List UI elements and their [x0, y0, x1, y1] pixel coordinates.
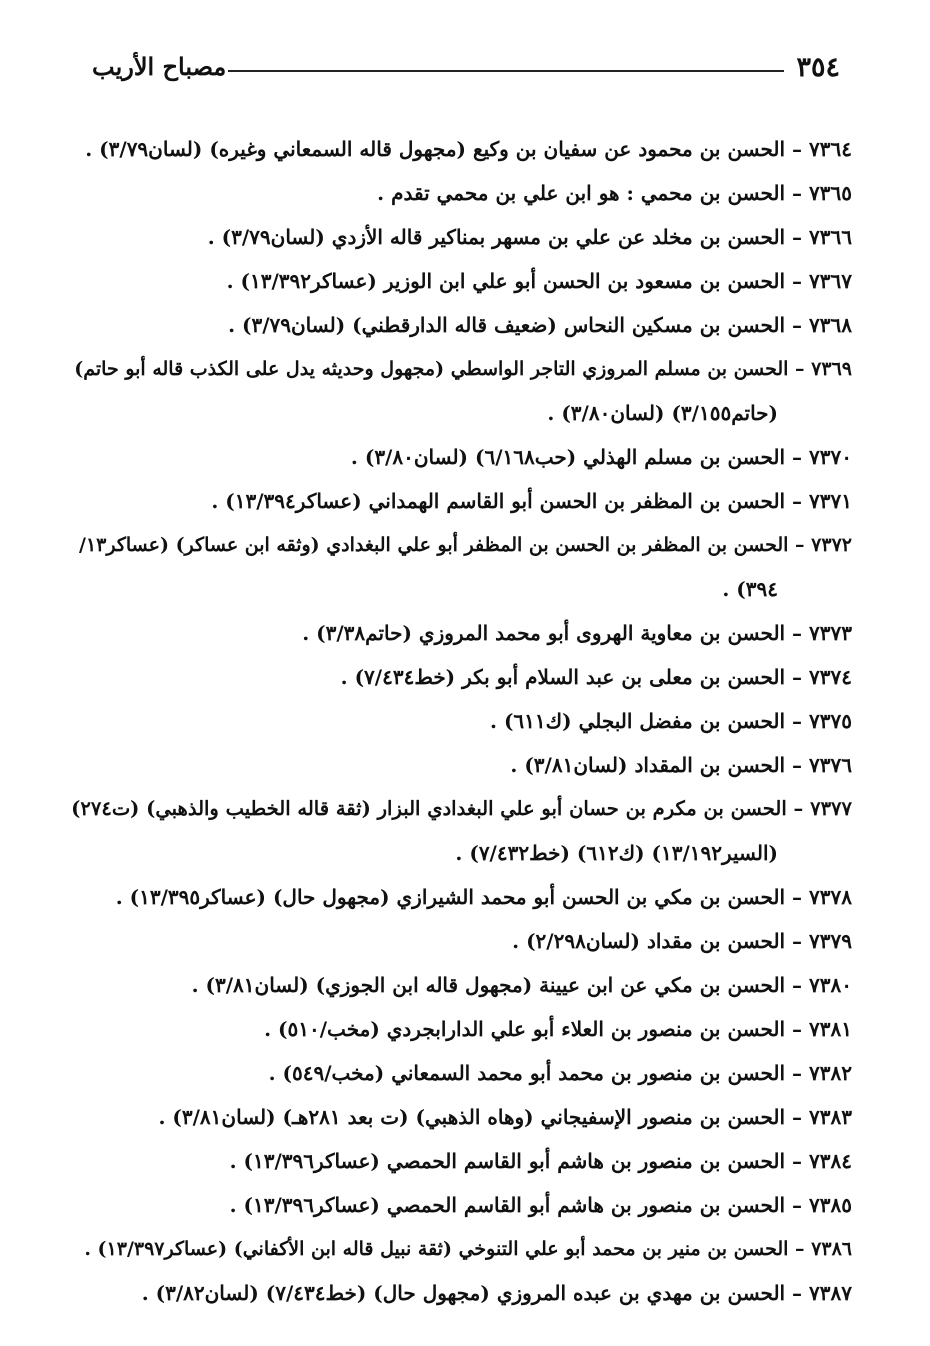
entry-text: الحسن بن المظفر بن الحسن أبو القاسم الهمداني (عساكر١٣/٣٩٤) . [211, 489, 786, 513]
entry-number: ٧٣٨٠ [809, 973, 852, 997]
entry-number: ٧٣٧٧ [810, 797, 852, 820]
entry-number: ٧٣٧٨ [809, 885, 852, 909]
entry-text: الحسن بن منير بن محمد أبو علي التنوخي (ثقة نبيل قاله ابن الأكفاني) (عساكر١٣/٣٩٧) . [84, 1238, 789, 1260]
entry-text: الحسن بن مهدي بن عبده المروزي (مجهول حال) (خط٧/٤٣٤) (لسان٣/٨٢) . [141, 1281, 786, 1305]
entry-number: ٧٣٨٢ [809, 1061, 852, 1085]
entry: ٧٣٦٤ – الحسن بن محمود عن سفيان بن وكيع (مجهول قاله السمعاني وغيره) (لسان٣/٧٩) . [85, 137, 852, 161]
entry-text: الحسن بن مقداد (لسان٢/٢٩٨) . [512, 929, 786, 953]
entry-text: الحسن بن مكرم بن حسان أبو علي البغدادي البزار (ثقة قاله الخطيب والذهبي) (ت٢٧٤) [71, 797, 787, 820]
entry: ٧٣٧٣ – الحسن بن معاوية الهروى أبو محمد المروزي (حاتم٣/٣٨) . [302, 621, 852, 645]
entry-text: الحسن بن معاوية الهروى أبو محمد المروزي (حاتم٣/٣٨) . [302, 621, 786, 645]
entry-text: الحسن بن محمي : هو ابن علي بن محمي تقدم . [377, 181, 786, 205]
entry-text: الحسن بن المقداد (لسان٣/٨١) . [510, 753, 786, 777]
entry-text: الحسن بن المظفر بن الحسن بن المظفر أبو علي البغدادي (وثقه ابن عساكر) (عساكر١٣/ [78, 534, 789, 556]
entry-text: الحسن بن مخلد عن علي بن مسهر بمناكير قاله الأزدي (لسان٣/٧٩) . [207, 225, 786, 249]
entry-number: ٧٣٦٩ [811, 358, 852, 380]
entry: ٧٣٨٤ – الحسن بن منصور بن هاشم أبو القاسم الحمصي (عساكر١٣/٣٩٦) . [229, 1149, 852, 1173]
entry-text: الحسن بن مكي عن ابن عيينة (مجهول قاله ابن الجوزي) (لسان٣/٨١) . [191, 973, 786, 997]
entry-text: الحسن بن مكي بن الحسن أبو محمد الشيرازي (مجهول حال) (عساكر١٣/٣٩٥) . [115, 885, 786, 909]
entry: ٧٣٨١ – الحسن بن منصور بن العلاء أبو علي الدارابجردي (مخب/٥١٠) . [264, 1017, 852, 1041]
entry: ٧٣٨٧ – الحسن بن مهدي بن عبده المروزي (مجهول حال) (خط٧/٤٣٤) (لسان٣/٨٢) . [141, 1281, 852, 1305]
entry: ٧٣٧٩ – الحسن بن مقداد (لسان٢/٢٩٨) . [512, 929, 852, 953]
entry-text: الحسن بن معلى بن عبد السلام أبو بكر (خط٧/٤٣٤) . [340, 665, 786, 689]
entry-list [72, 127, 852, 1315]
entry: ٧٣٧٤ – الحسن بن معلى بن عبد السلام أبو بكر (خط٧/٤٣٤) . [340, 665, 852, 689]
entry-continuation: (حاتم٣/١٥٥) (لسان٣/٨٠) . [547, 401, 778, 425]
entry-text: الحسن بن منصور بن العلاء أبو علي الدارابجردي (مخب/٥١٠) . [264, 1017, 786, 1041]
entry-text: الحسن بن مسلم المروزي التاجر الواسطي (مجهول وحديثه يدل على الكذب قاله أبو حاتم) [74, 358, 789, 380]
entry-number: ٧٣٧١ [809, 489, 852, 513]
entry: ٧٣٧١ – الحسن بن المظفر بن الحسن أبو القاسم الهمداني (عساكر١٣/٣٩٤) . [211, 489, 852, 513]
entry-text: الحسن بن مسعود بن الحسن أبو علي ابن الوزير (عساكر١٣/٣٩٢) . [226, 269, 786, 293]
entry: ٧٣٧٠ – الحسن بن مسلم الهذلي (حب٦/١٦٨) (لسان٣/٨٠) . [350, 445, 852, 469]
entry-number: ٧٣٧٩ [809, 929, 852, 953]
entry: ٧٣٨٠ – الحسن بن مكي عن ابن عيينة (مجهول قاله ابن الجوزي) (لسان٣/٨١) . [191, 973, 852, 997]
entry: ٧٣٧٧ – الحسن بن مكرم بن حسان أبو علي البغدادي البزار (ثقة قاله الخطيب والذهبي) (ت٢٧٤) [71, 797, 852, 820]
page-header [92, 52, 840, 92]
header-rule [228, 70, 784, 72]
entry: ٧٣٧٢ – الحسن بن المظفر بن الحسن بن المظفر أبو علي البغدادي (وثقه ابن عساكر) (عساكر١٣/ [78, 534, 852, 556]
entry-text: الحسن بن منصور بن هاشم أبو القاسم الحمصي (عساكر١٣/٣٩٦) . [229, 1193, 786, 1217]
entry: ٧٣٨٥ – الحسن بن منصور بن هاشم أبو القاسم الحمصي (عساكر١٣/٣٩٦) . [229, 1193, 852, 1217]
entry-number: ٧٣٧٤ [809, 665, 852, 689]
entry-continuation: ٣٩٤) . [722, 577, 778, 601]
entry: ٧٣٦٥ – الحسن بن محمي : هو ابن علي بن محمي تقدم . [377, 181, 852, 205]
entry-number: ٧٣٦٨ [809, 313, 852, 337]
entry-text: الحسن بن محمود عن سفيان بن وكيع (مجهول قاله السمعاني وغيره) (لسان٣/٧٩) . [85, 137, 786, 161]
entry-text: الحسن بن مفضل البجلي (ك٦١١) . [490, 709, 786, 733]
entry: ٧٣٦٦ – الحسن بن مخلد عن علي بن مسهر بمناكير قاله الأزدي (لسان٣/٧٩) . [207, 225, 852, 249]
entry-number: ٧٣٧٠ [809, 445, 852, 469]
entry: ٧٣٧٨ – الحسن بن مكي بن الحسن أبو محمد الشيرازي (مجهول حال) (عساكر١٣/٣٩٥) . [115, 885, 852, 909]
entry: ٧٣٨٣ – الحسن بن منصور الإسفيجاني (وهاه الذهبي) (ت بعد ٢٨١هـ) (لسان٣/٨١) . [158, 1105, 852, 1129]
entry: ٧٣٨٢ – الحسن بن منصور بن محمد أبو محمد السمعاني (مخب/٥٤٩) . [268, 1061, 852, 1085]
entry-number: ٧٣٨٤ [809, 1149, 852, 1173]
entry-number: ٧٣٨٦ [811, 1238, 852, 1260]
entry: ٧٣٦٧ – الحسن بن مسعود بن الحسن أبو علي ابن الوزير (عساكر١٣/٣٩٢) . [226, 269, 852, 293]
entry-continuation: (السير١٣/١٩٢) (ك٦١٢) (خط٧/٤٣٢) . [455, 841, 778, 865]
entry-number: ٧٣٦٤ [809, 137, 852, 161]
entry-text: الحسن بن منصور بن هاشم أبو القاسم الحمصي (عساكر١٣/٣٩٦) . [229, 1149, 786, 1173]
entry: ٧٣٧٦ – الحسن بن المقداد (لسان٣/٨١) . [510, 753, 852, 777]
entry-text: الحسن بن مسلم الهذلي (حب٦/١٦٨) (لسان٣/٨٠) . [350, 445, 786, 469]
entry-number: ٧٣٦٧ [809, 269, 852, 293]
entry-number: ٧٣٨٧ [809, 1281, 852, 1305]
entry-text: الحسن بن منصور بن محمد أبو محمد السمعاني (مخب/٥٤٩) . [268, 1061, 786, 1085]
page-number: ٣٥٤ [796, 52, 840, 83]
entry-number: ٧٣٧٢ [811, 534, 852, 556]
entry-number: ٧٣٧٥ [809, 709, 852, 733]
entry: ٧٣٦٨ – الحسن بن مسكين النحاس (ضعيف قاله الدارقطني) (لسان٣/٧٩) . [228, 313, 852, 337]
entry-text: الحسن بن مسكين النحاس (ضعيف قاله الدارقطني) (لسان٣/٧٩) . [228, 313, 786, 337]
book-title: مصباح الأريب [92, 52, 227, 81]
entry: ٧٣٧٥ – الحسن بن مفضل البجلي (ك٦١١) . [490, 709, 852, 733]
entry-number: ٧٣٧٣ [809, 621, 852, 645]
entry-number: ٧٣٨١ [809, 1017, 852, 1041]
entry-number: ٧٣٦٥ [809, 181, 852, 205]
entry: ٧٣٨٦ – الحسن بن منير بن محمد أبو علي التنوخي (ثقة نبيل قاله ابن الأكفاني) (عساكر١٣/٣٩٧) . [84, 1238, 852, 1260]
entry-text: الحسن بن منصور الإسفيجاني (وهاه الذهبي) (ت بعد ٢٨١هـ) (لسان٣/٨١) . [158, 1105, 786, 1129]
entry-number: ٧٣٨٥ [809, 1193, 852, 1217]
entry: ٧٣٦٩ – الحسن بن مسلم المروزي التاجر الواسطي (مجهول وحديثه يدل على الكذب قاله أبو حاتم) [74, 358, 852, 380]
entry-number: ٧٣٨٣ [809, 1105, 852, 1129]
entry-number: ٧٣٧٦ [809, 753, 852, 777]
entry-number: ٧٣٦٦ [809, 225, 852, 249]
